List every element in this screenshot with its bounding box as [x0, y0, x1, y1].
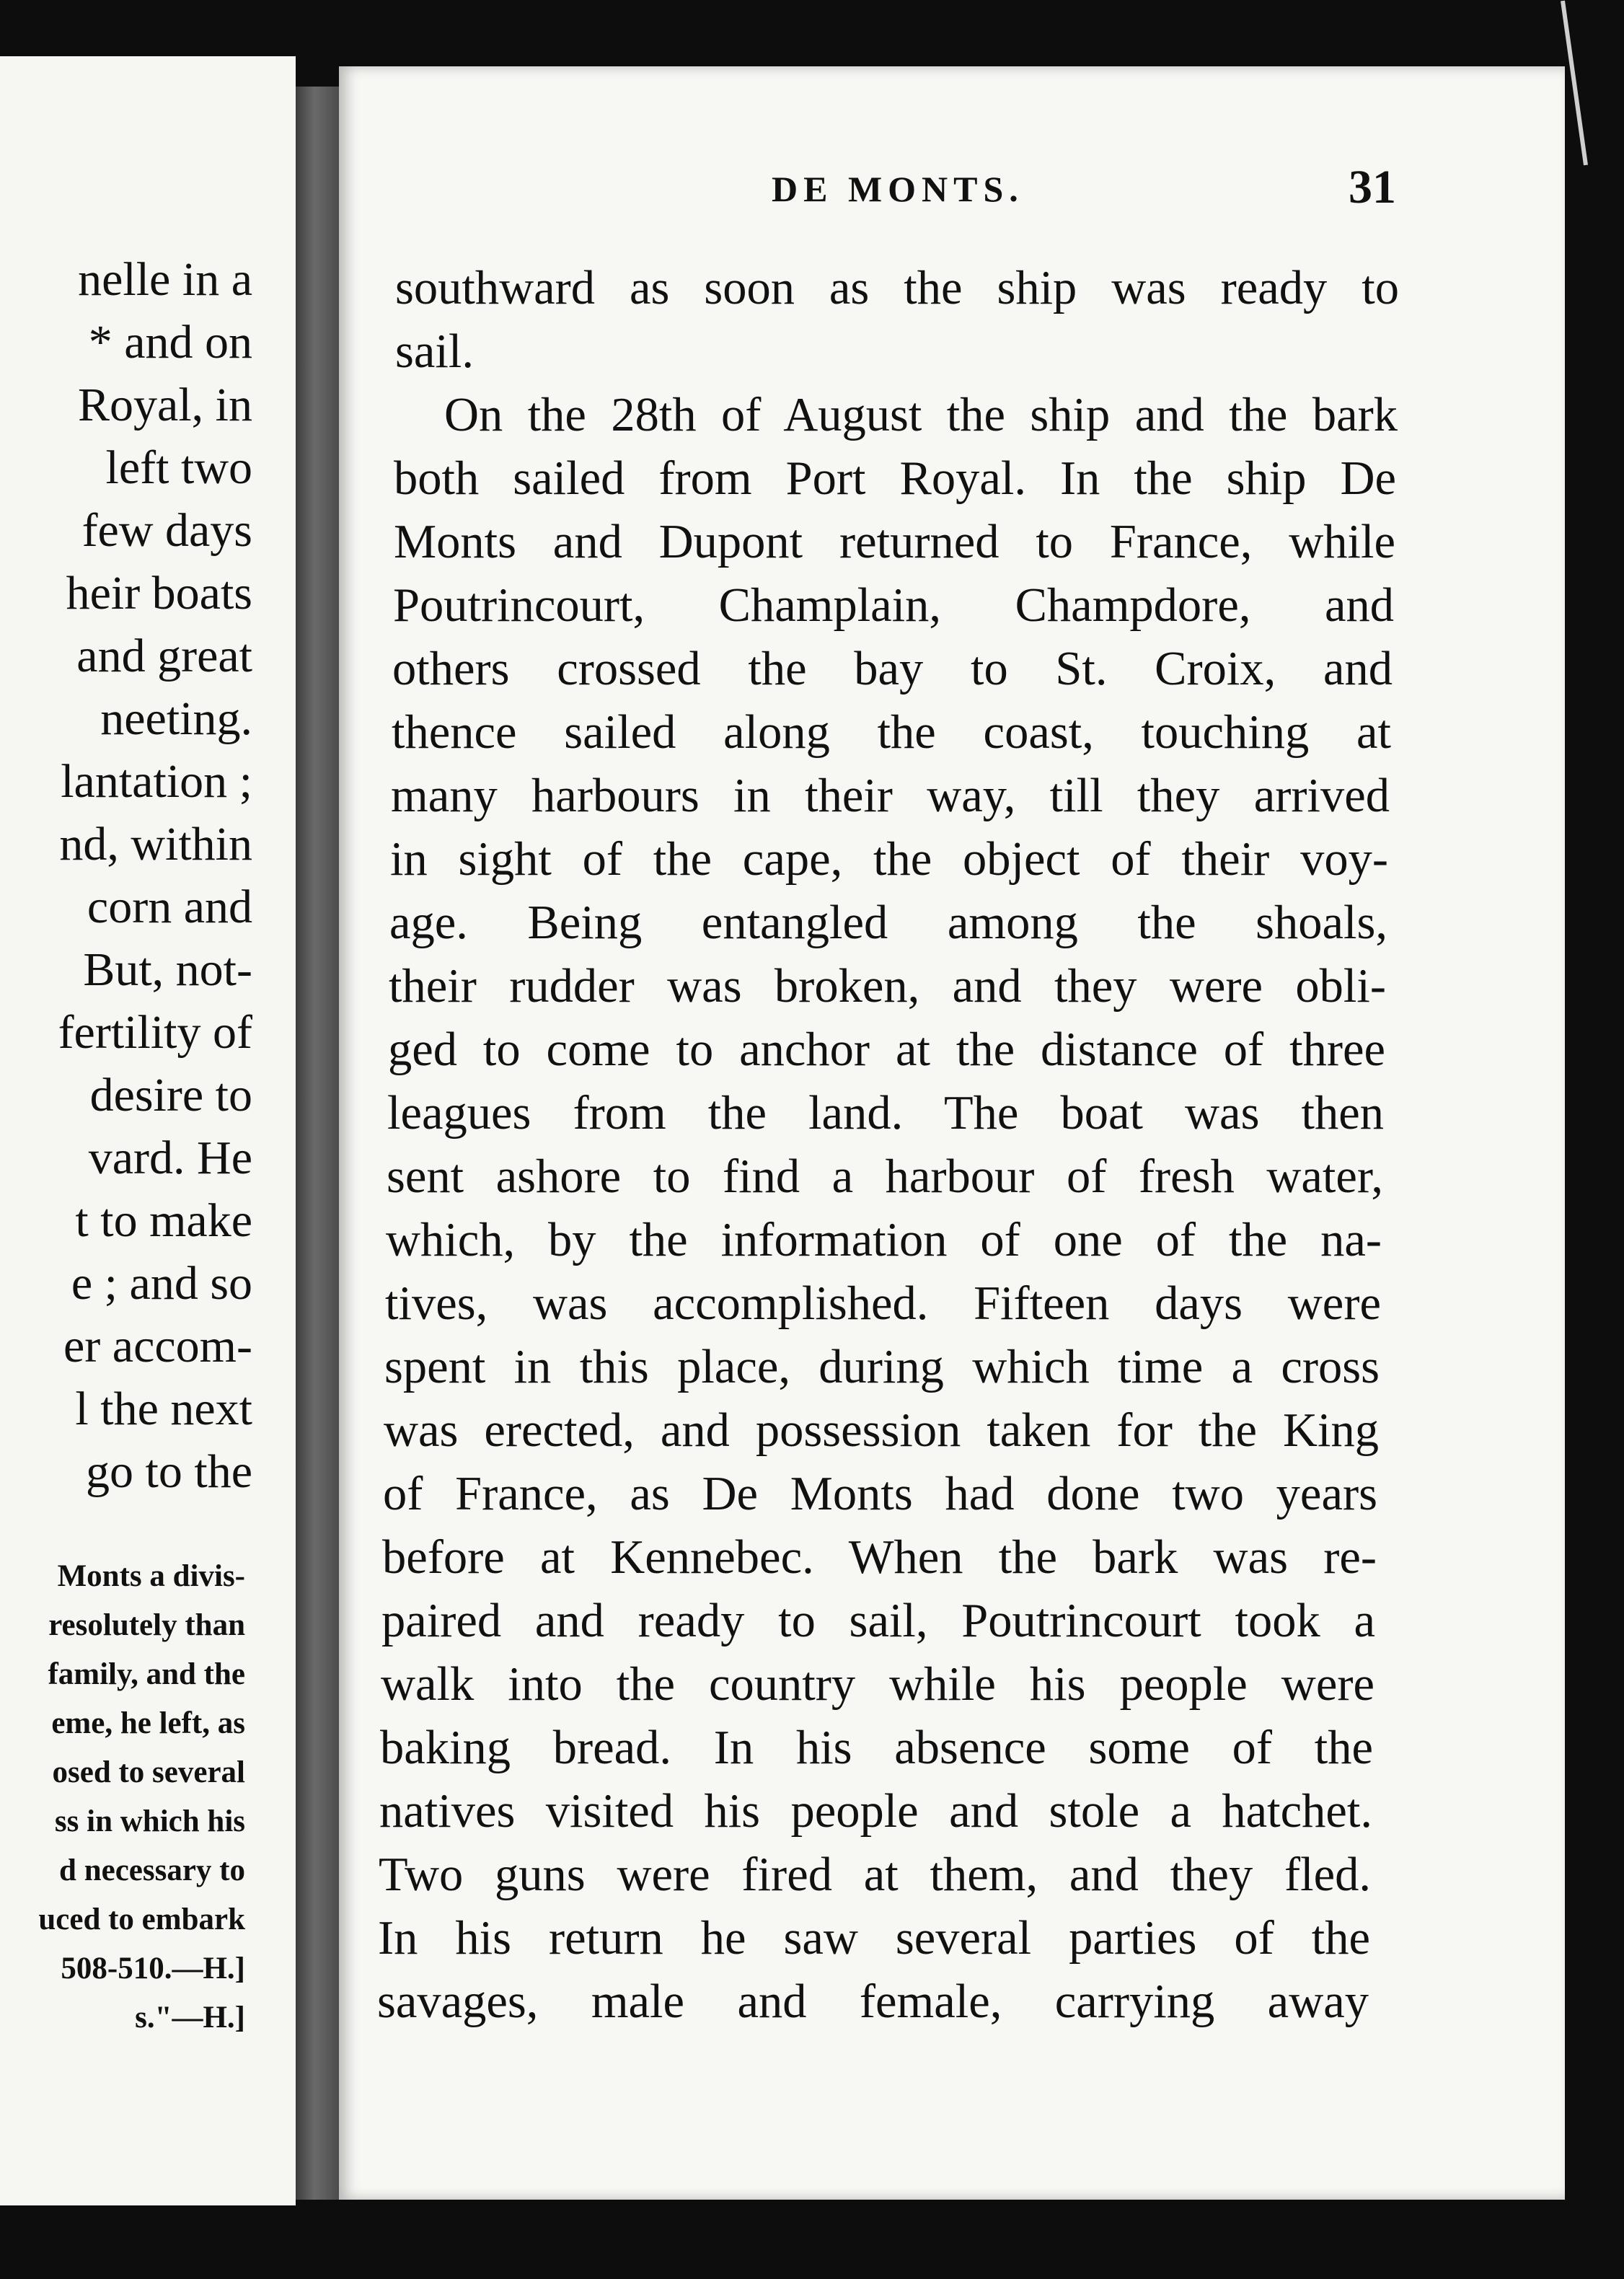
left-footnote-line: d necessary to: [59, 1853, 245, 1887]
text-line: Poutrincourt, Champlain, Champdore, and: [393, 579, 1394, 632]
left-text-line: fertility of: [58, 1006, 252, 1059]
text-line: of France, as De Monts had done two years: [383, 1468, 1377, 1520]
text-line: savages, male and female, carrying away: [377, 1975, 1369, 2028]
left-text-line: nelle in a: [78, 253, 252, 306]
left-text-line: lantation ;: [61, 755, 252, 808]
left-text-line: vard. He: [88, 1132, 252, 1184]
text-line: Monts and Dupont returned to France, while: [394, 516, 1395, 568]
text-line: Two guns were fired at them, and they fled.: [379, 1848, 1371, 1901]
text-line: many harbours in their way, till they arrived: [391, 770, 1390, 822]
text-line: spent in this place, during which time a cross: [384, 1341, 1380, 1393]
left-text-line: and great: [76, 630, 252, 682]
left-footnote-line: s."—H.]: [135, 2001, 245, 2035]
text-line: age. Being entangled among the shoals,: [389, 896, 1387, 949]
text-line: sail.: [395, 325, 474, 378]
left-text-line: left two: [105, 441, 252, 494]
left-text-line: few days: [81, 504, 252, 557]
left-footnote-line: osed to several: [52, 1755, 245, 1789]
text-line: southward as soon as the ship was ready to: [395, 262, 1399, 314]
text-line: paired and ready to sail, Poutrincourt took a: [381, 1595, 1375, 1647]
left-text-line: nd, within: [59, 818, 252, 870]
left-text-line: go to the: [86, 1445, 252, 1498]
left-footnote-line: uced to embark: [38, 1903, 245, 1936]
left-footnote-line: Monts a divis-: [57, 1559, 245, 1593]
text-line: sent ashore to find a harbour of fresh water,: [387, 1150, 1383, 1203]
left-footnote-line: 508-510.—H.]: [61, 1952, 245, 1985]
text-line: was erected, and possession taken for the King: [384, 1404, 1379, 1457]
text-line: natives visited his people and stole a hatchet.: [379, 1785, 1372, 1838]
left-text-line: Royal, in: [78, 379, 252, 431]
left-text-line: e ; and so: [71, 1257, 252, 1310]
text-line: leagues from the land. The boat was then: [387, 1087, 1384, 1140]
left-footnote-line: family, and the: [48, 1657, 245, 1691]
left-footnote-line: resolutely than: [48, 1608, 245, 1642]
left-text-line: heir boats: [66, 567, 252, 620]
left-text-line: * and on: [88, 316, 252, 369]
text-line: ged to come to anchor at the distance of three: [388, 1023, 1385, 1076]
running-head: DE MONTS.: [772, 169, 1024, 209]
left-text-line: desire to: [89, 1069, 252, 1121]
text-line: before at Kennebec. When the bark was re-: [382, 1531, 1377, 1584]
text-line: both sailed from Port Royal. In the ship De: [394, 452, 1396, 505]
left-text-line: But, not-: [83, 943, 252, 996]
text-line: walk into the country while his people were: [381, 1658, 1374, 1711]
text-line: baking bread. In his absence some of the: [380, 1722, 1373, 1774]
text-line: others crossed the bay to St. Croix, and: [392, 643, 1393, 695]
left-text-line: t to make: [75, 1194, 252, 1247]
text-line: thence sailed along the coast, touching at: [392, 706, 1391, 759]
left-footnote-line: ss in which his: [54, 1804, 245, 1838]
left-text-line: l the next: [75, 1383, 252, 1435]
left-text-line: corn and: [87, 881, 252, 933]
text-line: in sight of the cape, the object of their voy-: [390, 833, 1388, 886]
left-text-line: neeting.: [100, 692, 252, 745]
text-line: On the 28th of August the ship and the bark: [444, 389, 1398, 441]
text-line: In his return he saw several parties of the: [378, 1912, 1370, 1965]
left-text-line: er accom-: [63, 1320, 252, 1372]
text-line: tives, was accomplished. Fifteen days were: [385, 1277, 1381, 1330]
text-line: their rudder was broken, and they were obli-: [389, 960, 1386, 1013]
page-number: 31: [1349, 161, 1396, 213]
text-line: which, by the information of one of the na-: [386, 1214, 1382, 1266]
left-footnote-line: eme, he left, as: [51, 1706, 245, 1740]
